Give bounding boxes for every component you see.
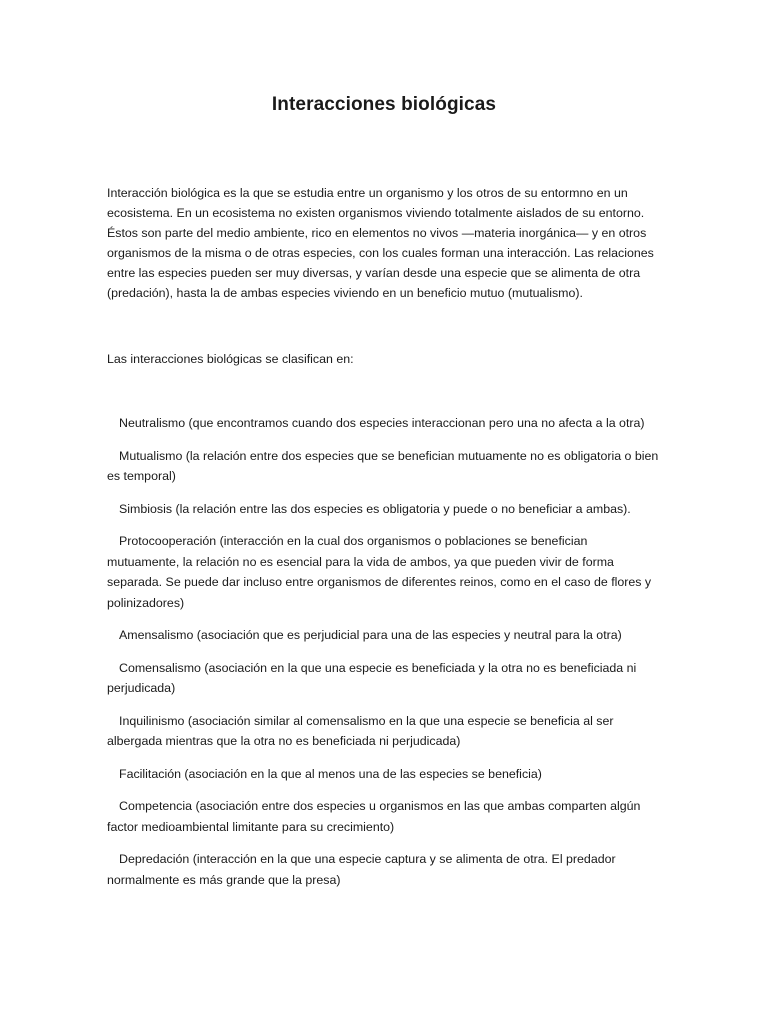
interaction-types-list [107, 413, 662, 902]
list-item: Facilitación (asociación en la que al menos una de las especies se beneficia) [119, 766, 542, 781]
list-item: Mutualismo (la relación entre dos especies que se benefician mutuamente no es obligatoria o bien es temporal) [107, 448, 659, 483]
list-item: Inquilinismo (asociación similar al comensalismo en la que una especie se beneficia al ser albergada mientras que la otra no es beneficiada ni perjudicada) [107, 713, 614, 748]
list-item: Comensalismo (asociación en la que una especie es beneficiada y la otra no es beneficiada ni perjudicada) [107, 660, 637, 695]
intro-paragraph: Interacción biológica es la que se estudia entre un organismo y los otros de su entormno en un ecosistema. En un ecosistema no existen organismos viviendo totalmente aislados de su entorno. Éstos son parte del medio ambiente, rico en elementos no vivos —materia inorgánica— y en otros organismos de la misma o de otras especies, con los cuales forman una interacción. Las relaciones entre las especies pueden ser muy diversas, y varían desde una especie que se alimenta de otra (predación), hasta la de ambas especies viviendo en un beneficio mutuo (mutualismo). [107, 186, 654, 300]
list-item: Amensalismo (asociación que es perjudicial para una de las especies y neutral para la otra) [119, 628, 622, 642]
list-item: Competencia (asociación entre dos especies u organismos en las que ambas comparten algún factor medioambiental limitante para su crecimiento) [107, 799, 641, 834]
list-item: Depredación (interacción en la que una especie captura y se alimenta de otra. El predador normalmente es más grande que la presa) [107, 852, 616, 887]
list-item: Simbiosis (la relación entre las dos especies es obligatoria y puede o no beneficiar a ambas). [119, 501, 631, 516]
document-title: Interacciones biológicas [271, 94, 497, 115]
list-item: Protocooperación (interacción en la cual dos organismos o poblaciones se benefician mutuamente, la relación no es esencial para la vida de ambos, ya que pueden vivir de forma separada. Se puede dar incluso entre organismos de diferentes reinos, como en el caso de flores y polinizadores) [107, 534, 652, 610]
list-item: Neutralismo (que encontramos cuando dos especies interaccionan pero una no afecta a la otra) [119, 416, 645, 430]
classification-lead: Las interacciones biológicas se clasifican en: [107, 352, 354, 366]
